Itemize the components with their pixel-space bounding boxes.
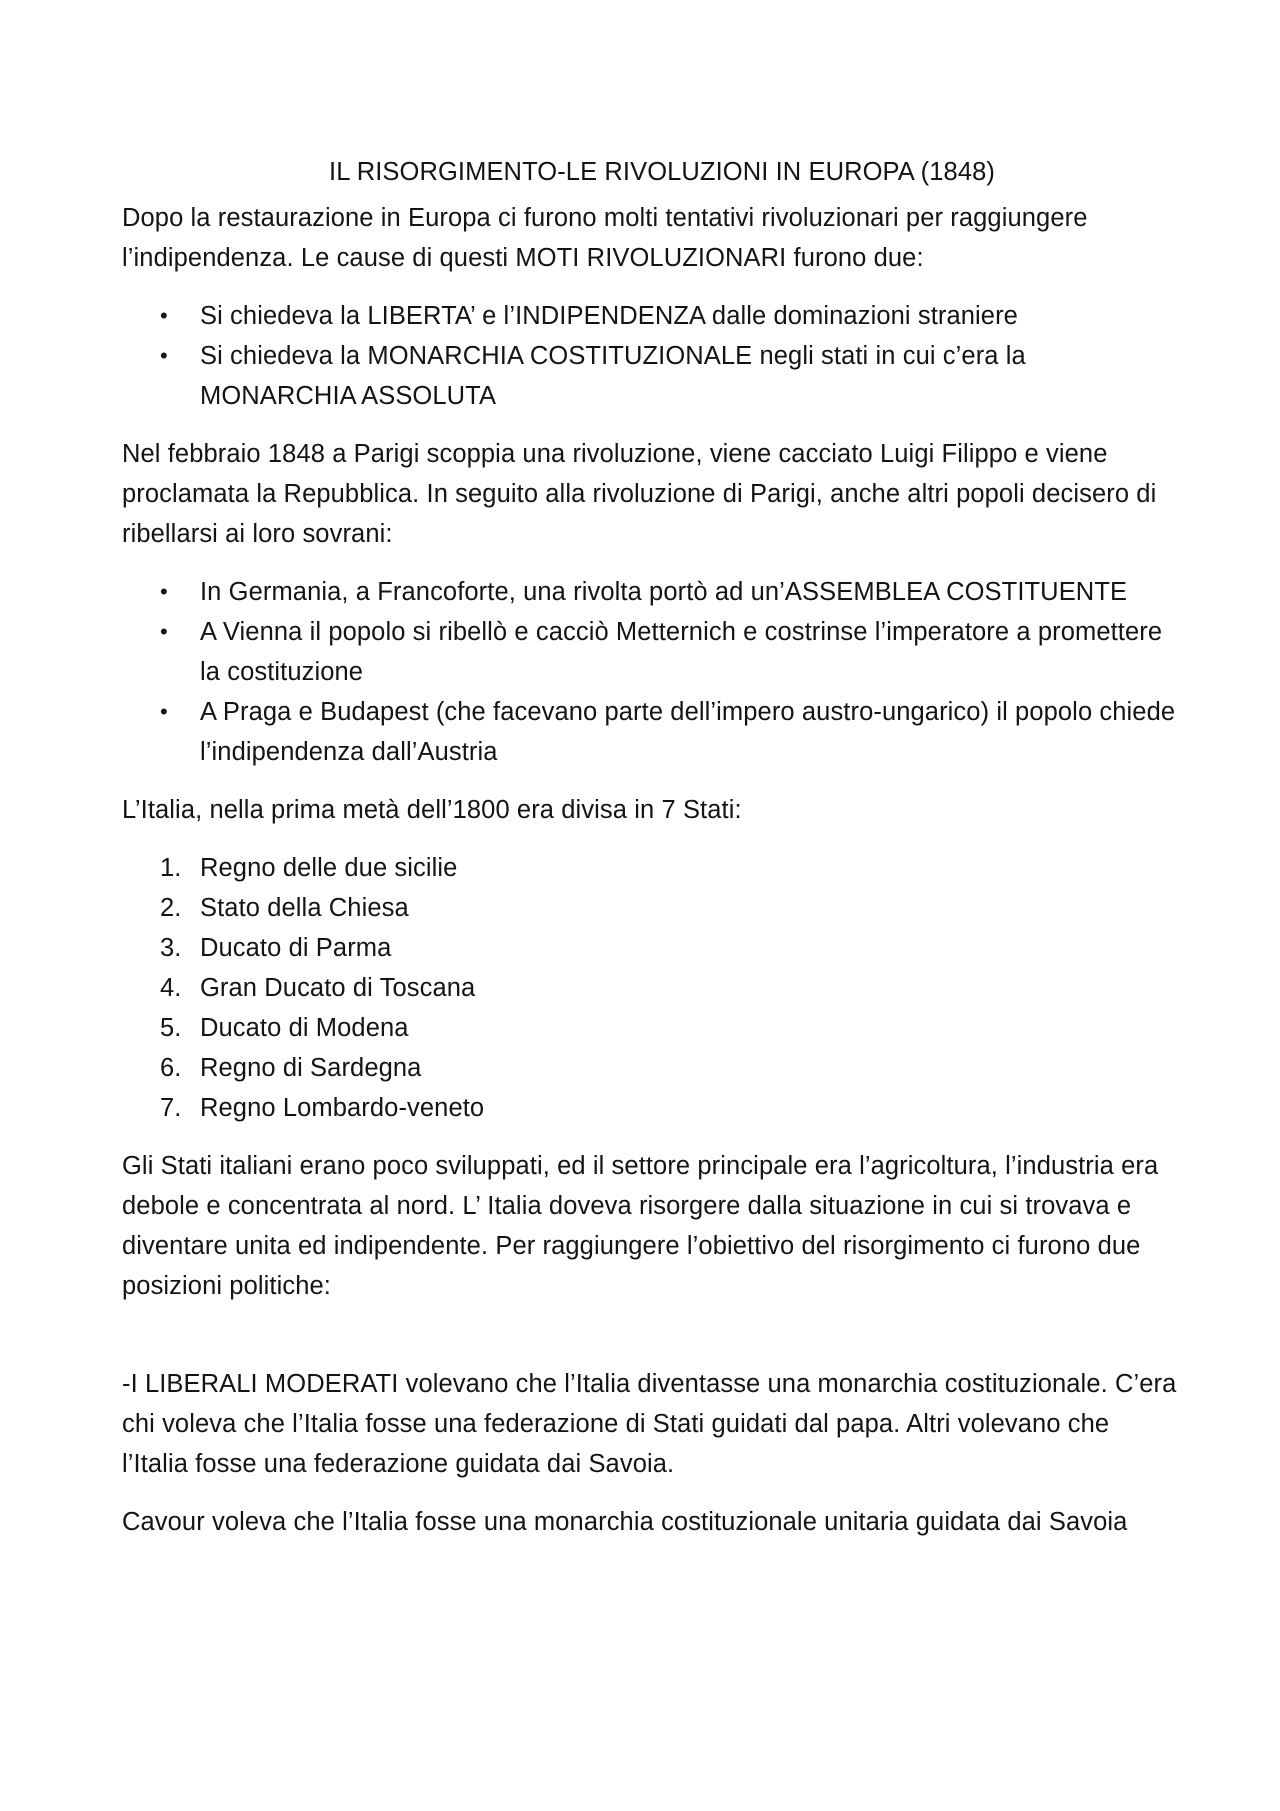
- list-item: [122, 888, 1182, 928]
- list-item: [122, 612, 1182, 692]
- bullet-icon: •: [160, 579, 168, 604]
- list-number: 1.: [160, 854, 182, 882]
- list-item: [122, 1008, 1182, 1048]
- document-page: [122, 152, 1182, 1560]
- list-number: 2.: [160, 894, 182, 922]
- list-item-text: Si chiedeva la MONARCHIA COSTITUZIONALE negli stati in cui c’era la MONARCHIA ASSOLUTA: [200, 342, 1026, 410]
- paragraph-italy: L’Italia, nella prima metà dell’1800 era divisa in 7 Stati:: [122, 796, 742, 824]
- list-item-text: A Praga e Budapest (che facevano parte dell’impero austro-ungarico) il popolo chiede l’indipendenza dall’Austria: [200, 698, 1176, 766]
- list-item-text: Si chiedeva la LIBERTA’ e l’INDIPENDENZA dalle dominazioni straniere: [200, 302, 1018, 330]
- list-item: [122, 336, 1182, 416]
- list-item: [122, 848, 1182, 888]
- paragraph-economy: Gli Stati italiani erano poco sviluppati, ed il settore principale era l’agricoltura, l’industria era debole e concentrata al nord. L’ Italia doveva risorgere dalla situazione in cui si trovava e diventare unita ed indipendente. Per raggiungere l’obiettivo del risorgimento ci furono due posizioni politiche:: [122, 1152, 1159, 1300]
- list-number: 4.: [160, 974, 182, 1002]
- list-number: 5.: [160, 1014, 182, 1042]
- list-item: [122, 968, 1182, 1008]
- list-item: [122, 928, 1182, 968]
- list-item-text: Regno Lombardo-veneto: [200, 1094, 485, 1122]
- list-item: [122, 296, 1182, 336]
- paragraph-paris: Nel febbraio 1848 a Parigi scoppia una rivoluzione, viene cacciato Luigi Filippo e viene proclamata la Repubblica. In seguito alla rivoluzione di Parigi, anche altri popoli decisero di ribellarsi ai loro sovrani:: [122, 440, 1157, 548]
- bullet-icon: •: [160, 619, 168, 644]
- list-item-text: Stato della Chiesa: [200, 894, 409, 922]
- paragraph-intro: Dopo la restaurazione in Europa ci furono molti tentativi rivoluzionari per raggiungere l’indipendenza. Le cause di questi MOTI RIVOLUZIONARI furono due:: [122, 204, 1088, 272]
- list-item-text: Ducato di Parma: [200, 934, 392, 962]
- document-title: IL RISORGIMENTO-LE RIVOLUZIONI IN EUROPA (1848): [329, 158, 995, 186]
- bullet-icon: •: [160, 699, 168, 724]
- states-list: [122, 848, 1182, 1128]
- list-number: 7.: [160, 1094, 182, 1122]
- list-item-text: In Germania, a Francoforte, una rivolta portò ad un’ASSEMBLEA COSTITUENTE: [200, 578, 1128, 606]
- bullet-icon: •: [160, 303, 168, 328]
- list-number: 6.: [160, 1054, 182, 1082]
- causes-list: [122, 296, 1182, 416]
- list-item: [122, 692, 1182, 772]
- list-item: [122, 1048, 1182, 1088]
- list-number: 3.: [160, 934, 182, 962]
- revolts-list: [122, 572, 1182, 772]
- paragraph-cavour: Cavour voleva che l’Italia fosse una monarchia costituzionale unitaria guidata dai Savoia: [122, 1508, 1128, 1536]
- list-item-text: Ducato di Modena: [200, 1014, 409, 1042]
- blank-line: [122, 1324, 1182, 1364]
- list-item-text: Regno di Sardegna: [200, 1054, 422, 1082]
- list-item: [122, 572, 1182, 612]
- list-item: [122, 1088, 1182, 1128]
- list-item-text: Gran Ducato di Toscana: [200, 974, 476, 1002]
- list-item-text: Regno delle due sicilie: [200, 854, 458, 882]
- list-item-text: A Vienna il popolo si ribellò e cacciò Metternich e costrinse l’imperatore a promettere la costituzione: [200, 618, 1163, 686]
- paragraph-liberals: -I LIBERALI MODERATI volevano che l’Italia diventasse una monarchia costituzionale. C’era chi voleva che l’Italia fosse una federazione di Stati guidati dal papa. Altri volevano che l’Italia fosse una federazione guidata dai Savoia.: [122, 1370, 1177, 1478]
- bullet-icon: •: [160, 343, 168, 368]
